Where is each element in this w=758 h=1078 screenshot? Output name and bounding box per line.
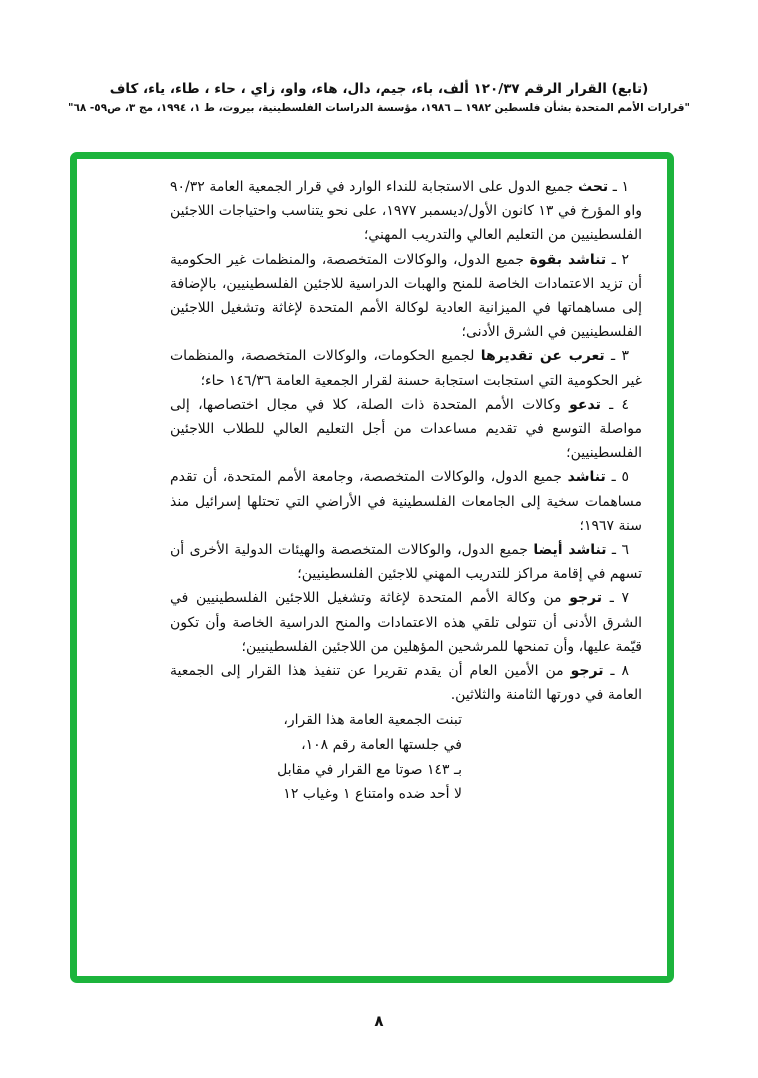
item-number: ٦ ـ	[606, 542, 629, 559]
resolution-title: (تابع) القرار الرقم ١٢٠/٣٧ ألف، باء، جيم، دال، هاء، واو، زاي ، حاء ، طاء، ياء، كاف	[109, 81, 649, 97]
resolution-item	[170, 344, 642, 392]
item-text: جميع الدول، والوكالات المتخصصة، وجامعة الأمم المتحدة، أن تقدم مساهمات سخية إلى الجامعات الفلسطينية في الأراضي التي تحتلها إسرائيل منذ سنة ١٩٦٧؛	[170, 469, 642, 534]
item-verb: ترجو	[569, 590, 603, 607]
resolution-item	[170, 659, 642, 707]
item-verb: تناشد	[567, 469, 606, 486]
resolution-item	[170, 248, 642, 345]
resolution-item	[170, 538, 642, 586]
resolution-item	[170, 465, 642, 538]
resolution-item	[170, 393, 642, 466]
adoption-note-line: لا أحد ضده وامتناع ١ وغياب ١٢	[283, 786, 462, 803]
item-text: جميع الدول، والوكالات المتخصصة والهيئات الدولية الأخرى أن تسهم في إقامة مراكز للتدريب المهني للاجئين الفلسطينيين؛	[170, 542, 642, 583]
document-header	[0, 80, 758, 115]
resolution-item	[170, 586, 642, 659]
item-verb: تناشد أيضا	[533, 542, 607, 559]
item-text: وكالات الأمم المتحدة ذات الصلة، كلا في مجال اختصاصها، إلى مواصلة التوسع في تقديم مساعدات من أجل التعليم العالي للطلاب اللاجئين الفلسطينيين؛	[170, 396, 642, 462]
source-citation: "قرارات الأمم المتحدة بشأن فلسطين ١٩٨٢ ــ ١٩٨٦، مؤسسة الدراسات الفلسطينية، بيروت، ط ١، ١٩٩٤، مج ٣، ص٥٩- ٦٨"	[67, 102, 691, 114]
item-verb: تدعو	[569, 396, 601, 413]
item-number: ٥ ـ	[605, 469, 630, 486]
item-verb: ترجو	[570, 663, 604, 680]
item-number: ١ ـ	[608, 179, 629, 195]
item-text: لجميع الحكومات، والوكالات المتخصصة، والمنظمات غير الحكومية التي استجابت استجابة حسنة لقرار الجمعية العامة ١٤٦/٣٦ حاء؛	[170, 348, 642, 389]
adoption-note-line: تبنت الجمعية العامة هذا القرار،	[283, 712, 462, 729]
item-text: من وكالة الأمم المتحدة لإغاثة وتشغيل اللاجئين الفلسطينيين في الشرق الأدنى أن تتولى تلقي هذه الاعتمادات والمنح الدراسية الخاصة وأن تكون قيّمة عليها، وأن تمنحها للمرشحين المؤهلين من اللاجئين الفلسطينيين؛	[170, 590, 642, 655]
item-text: جميع الدول، والوكالات المتخصصة، والمنظمات غير الحكومية أن تزيد الاعتمادات الخاصة للمنح والهبات الدراسية للاجئين الفلسطينيين، بالإضافة إلى مساهماتها في الميزانية العادية لوكالة الأمم المتحدة لإغاثة وتشغيل اللاجئين الفلسطينيين في الشرق الأدنى؛	[170, 251, 642, 341]
adoption-note	[170, 708, 462, 806]
item-number: ٨ ـ	[603, 663, 629, 680]
item-verb: تعرب عن تقديرها	[480, 348, 605, 365]
item-verb: تناشد بقوة	[529, 251, 607, 268]
item-text: جميع الدول على الاستجابة للنداء الوارد في قرار الجمعية العامة ٩٠/٣٢ واو المؤرخ في ١٣ كانون الأول/ديسمبر ١٩٧٧، على نحو يتناسب واحتياجات اللاجئين الفلسطينيين من التعليم العالي والتدريب المهني؛	[170, 179, 642, 244]
item-verb: تحث	[578, 179, 609, 195]
item-number: ٢ ـ	[606, 251, 629, 268]
adoption-note-line: في جلستها العامة رقم ١٠٨،	[301, 737, 462, 754]
page-number: ٨	[374, 1012, 384, 1030]
resolution-body	[170, 175, 642, 807]
resolution-item	[170, 175, 642, 248]
item-number: ٧ ـ	[602, 590, 629, 607]
item-text: من الأمين العام أن يقدم تقريرا عن تنفيذ هذا القرار إلى الجمعية العامة في دورتها الثامنة والثلاثين.	[170, 663, 642, 704]
adoption-note-line: بـ ١٤٣ صوتا مع القرار في مقابل	[277, 761, 462, 778]
item-number: ٣ ـ	[604, 348, 629, 365]
item-number: ٤ ـ	[600, 396, 629, 413]
green-highlight-border	[70, 152, 674, 983]
